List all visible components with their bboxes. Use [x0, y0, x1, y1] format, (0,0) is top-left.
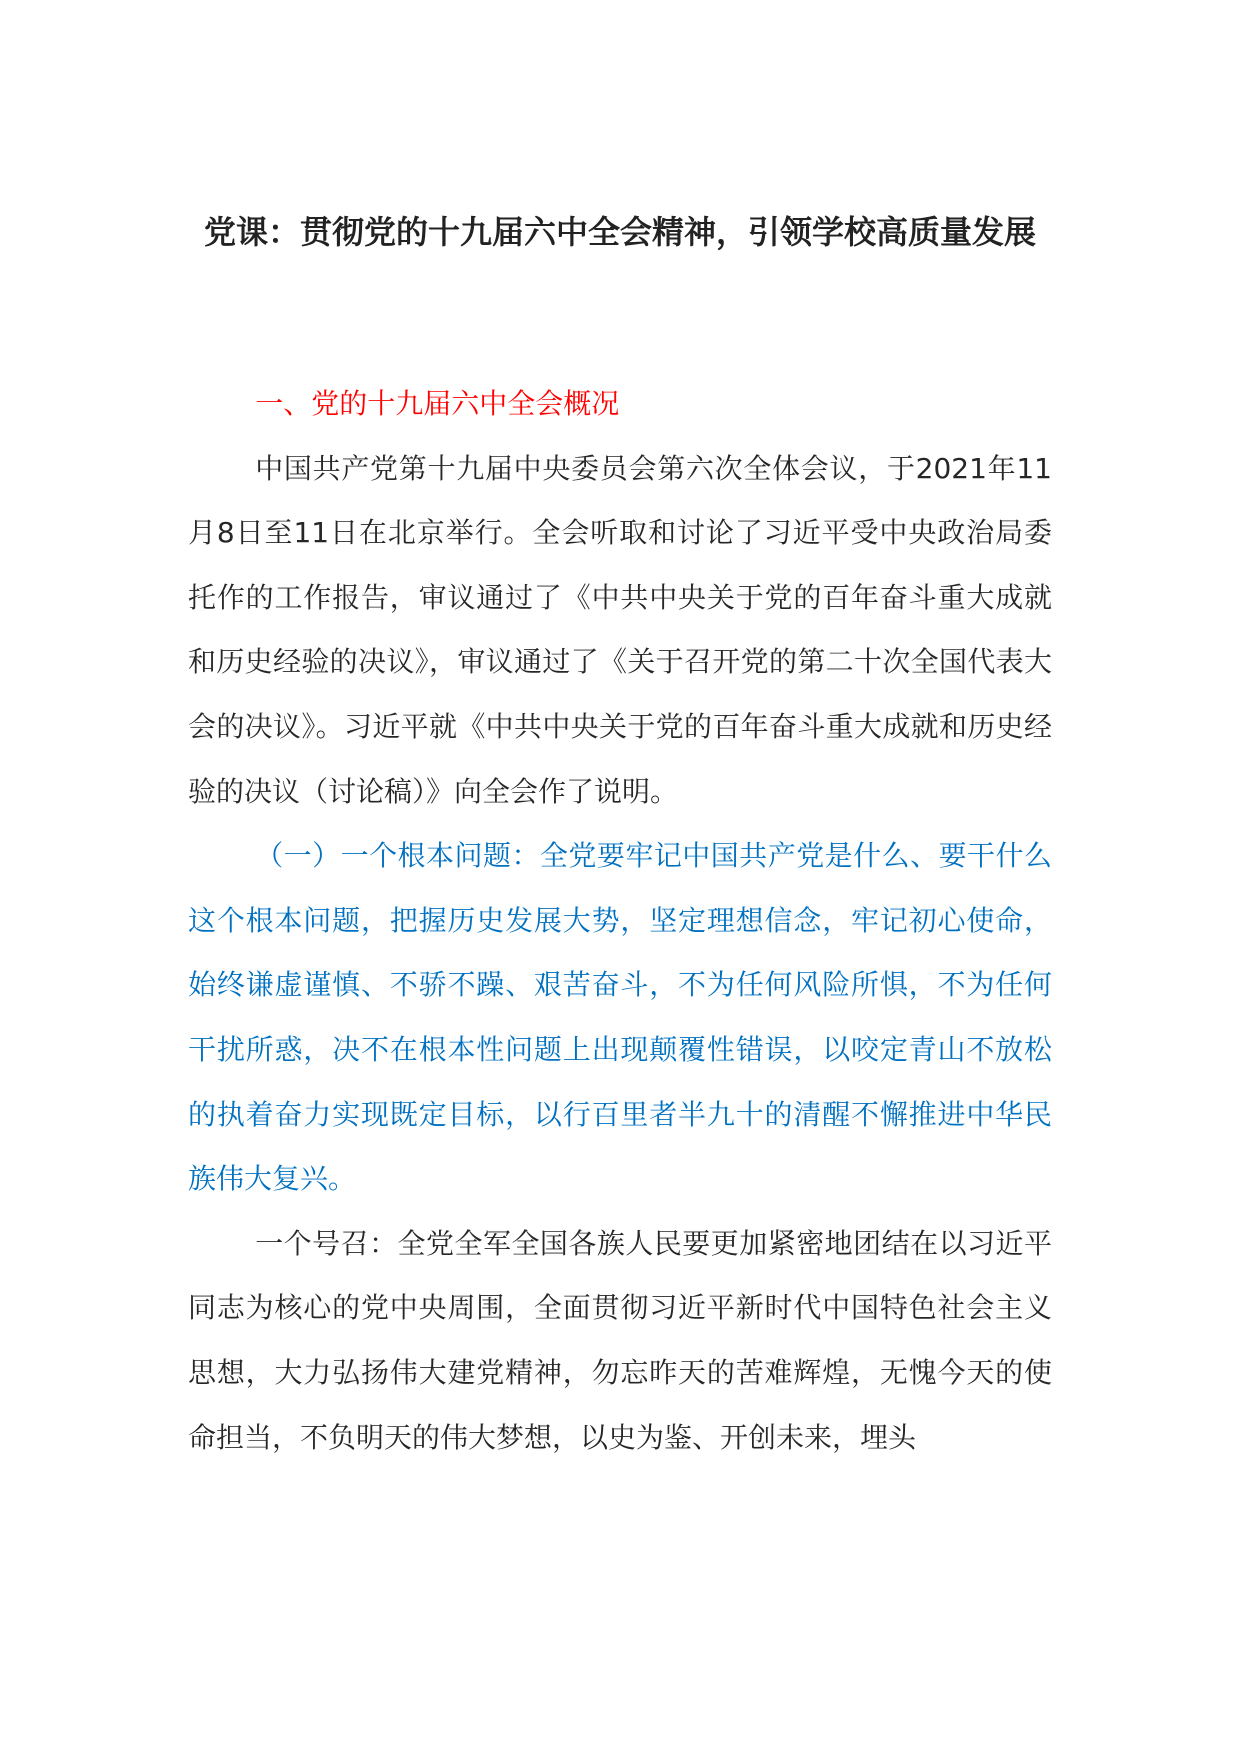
document-body	[188, 372, 1052, 1470]
document-title: 党课：贯彻党的十九届六中全会精神，引领学校高质量发展	[203, 213, 1036, 251]
paragraph-call: 一个号召：全党全军全国各族人民要更加紧密地团结在以习近平同志为核心的党中央周围，全面贯彻习近平新时代中国特色社会主义思想，大力弘扬伟大建党精神，勿忘昨天的苦难辉煌，无愧今天的使命担当，不负明天的伟大梦想，以史为鉴、开创未来，埋头	[188, 1226, 1052, 1454]
section-heading: 一、党的十九届六中全会概况	[255, 387, 620, 420]
paragraph-overview: 中国共产党第十九届中央委员会第六次全体会议，于2021年11月8日至11日在北京举行。全会听取和讨论了习近平受中央政治局委托作的工作报告，审议通过了《中共中央关于党的百年奋斗重大成就和历史经验的决议》，审议通过了《关于召开党的第二十次全国代表大会的决议》。习近平就《中共中央关于党的百年奋斗重大成就和历史经验的决议（讨论稿）》向全会作了说明。	[188, 451, 1052, 808]
paragraph-fundamental-question: （一）一个根本问题：全党要牢记中国共产党是什么、要干什么这个根本问题，把握历史发展大势，坚定理想信念，牢记初心使命，始终谦虚谨慎、不骄不躁、艰苦奋斗，不为任何风险所惧，不为任何干扰所惑，决不在根本性问题上出现颠覆性错误，以咬定青山不放松的执着奋力实现既定目标，以行百里者半九十的清醒不懈推进中华民族伟大复兴。	[188, 839, 1052, 1196]
